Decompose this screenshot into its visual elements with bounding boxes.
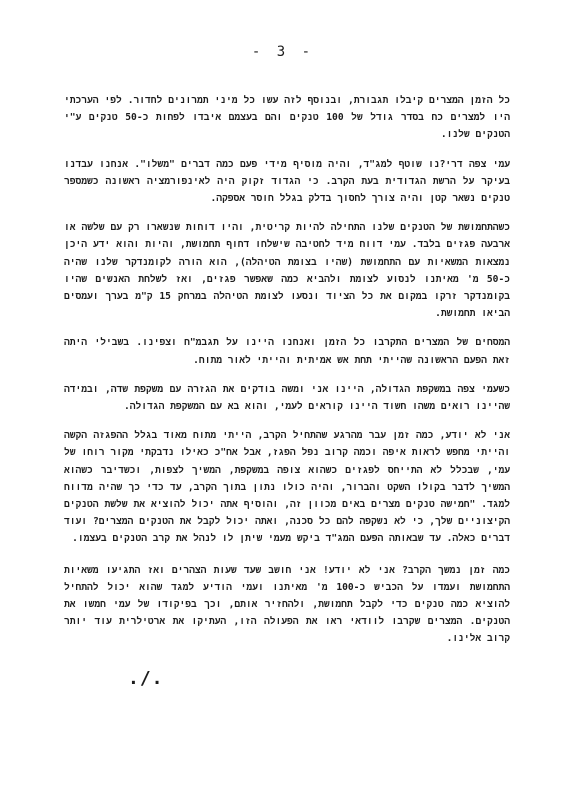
end-mark: ./. xyxy=(128,668,164,689)
paragraph-4: המסחים של המצרים התקרבו כל הזמן ואנחנו היינו על תגבמ"ח וצפינו. בשבילי היתה זאת הפעם הראשונה שהייתי תחת אש אמיתית והייתי לאור מתוח. xyxy=(64,337,510,366)
paragraph-3: כשהתחמושת של הטנקים שלנו התחילה להיות קריטית, והיו דוחות שנשארו רק עם שלשה או ארבעה פגזים בלבד. עמי דווח מיד לחטיבה שישלחו דחוף תחמושת, והיות והוא ידע היכן נמצאות המשאיות עם התחמושת (שהיו בצומת הטיהלה), הוא הורה לקומנדקר שלנו שהיה כ-50 מ' מאיתנו לנסוע לצומת ולהביא כמה שאפשר פגזים, ואז לשלחת האנשים שהיו בקומנדקר זרקו במקום את כל הציוד ונסעו לצומת הטיהלה במרחק 15 ק"מ בערך ועמסים הביאו תחמושת. xyxy=(64,222,510,320)
paragraph-1: כל הזמן המצרים קיבלו תגבורת, ובנוסף לזה עשו כל מיני תמרונים לחדור. לפי הערכתי היו למצרים כח בסדר גודל של 100 טנקים והם בעצמם איבדו לפחות כ-50 טנקים ע"י הטנקים שלנו. xyxy=(64,95,510,141)
document-body xyxy=(64,92,510,660)
paragraph-7: כמה זמן נמשך הקרב? אני לא יודע! אני חושב שעד שעות הצהרים ואז התגיעו משאיות התחמושת ועמדו על הכביש כ-100 מ' מאיתנו ועמי הודיע למגד שהוא יכול להתחיל להוציא כמה טנקים כדי לקבל תחמושת, ולהחזיר אותם, וכך בפיקודו של עמי חמשו את הטנקים. המצרים שקרבו לוודאי ראו את הפעולה הזו, העתיקו את ארטילרית עוד יותר קרוב אלינו. xyxy=(64,564,510,645)
page-number: - 3 - xyxy=(251,44,315,60)
paragraph-5: כשעמי צפה במשקפת הגדולה, היינו אני ומשה בודקים את הגזרה עם משקפת שדה, ובמידה שהיינו רואים משהו חשוד היינו קוראים לעמי, והוא בא עם המשקפת הגדולה. xyxy=(64,383,510,413)
paragraph-6: אני לא יודע, כמה זמן עבר מהרגע שהתחיל הקרב, הייתי מתוח מאוד בגלל ההפגזה הקשה והייתי מחפש לראות איפה וכמה קרוב נפל הפגז, אבל אח"כ כאילו נדבקתי מקור רוחו של עמי, שבכלל לא התייחס לפגזים כשהוא צופה במשקפת, המשיך לצפות, וכשדיבר כשהוא המשיך לדבר בקולו השקט והברור, והיה כולו נתון בתוך הקרב, עד כדי כך שהיה מדווח למגד. "חמישה טנקים מצרים באים מכוון זה, והוסיף אתה יכול להוציא את שלשת הטנקים הקיצוניים שלך, כי לא נשקפה להם כל סכנה, ואתה יכול לקבל את הטנקים המצרים? ועוד דברים כאלה. עד שבאותה הפעם המג"ד ביקש מעמי שיתן לו לנהל את קרב הטנקים בעצמו. xyxy=(64,430,510,545)
paragraph-2: עמי צפה דרי?נו שוטף למג"ד, והיה מוסיף מידי פעם כמה דברים "משלו". אנחנו עבדנו בעיקר על הרשת הגדודית בעת הקרב. כי הגדוד זקוק היה לאינפורמציה ראשונה כשמספר טנקים נשאר קטן והיה צורך לחסוך בדלק בגלל חוסר אספקה. xyxy=(64,158,510,205)
